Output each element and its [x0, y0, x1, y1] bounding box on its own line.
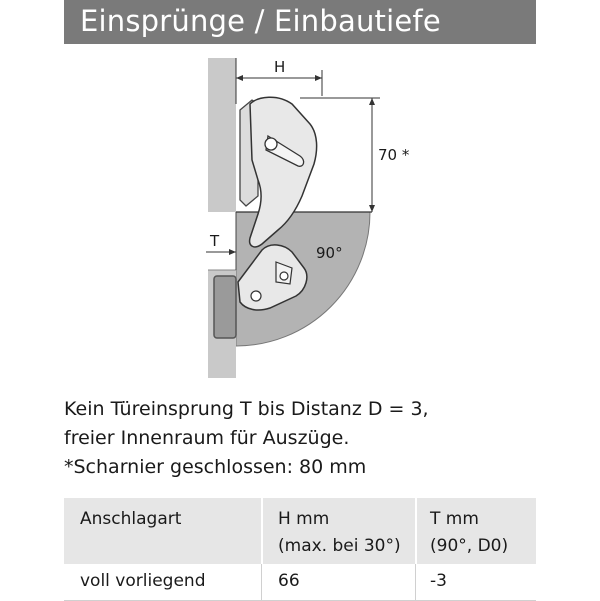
- table-row: [64, 564, 536, 601]
- cabinet-wall-upper: [208, 58, 236, 212]
- column-header-anschlagart: Anschlagart: [80, 509, 182, 529]
- page-title: Einsprünge / Einbautiefe: [80, 4, 441, 38]
- spec-table: [64, 498, 536, 601]
- hinge-diagram: [0, 50, 600, 390]
- dimension-h-label: H: [274, 58, 286, 76]
- header-bar: [64, 0, 536, 44]
- description-note: [64, 395, 544, 482]
- angle-label: 90°: [316, 244, 343, 262]
- note-line: Kein Türeinsprung T bis Distanz D = 3,: [64, 398, 429, 420]
- table-cell: 66: [278, 571, 300, 591]
- note-line: *Scharnier geschlossen: 80 mm: [64, 456, 367, 478]
- column-header-h-mm: H mm (max. bei 30°): [278, 509, 401, 556]
- dimension-70-label: 70 *: [378, 146, 410, 164]
- door-panel: [214, 276, 236, 338]
- column-header-t-mm: T mm (90°, D0): [430, 509, 509, 556]
- dimension-t-label: T: [210, 232, 220, 250]
- table-header-row: [64, 498, 536, 564]
- note-line: freier Innenraum für Auszüge.: [64, 427, 350, 449]
- table-cell: -3: [430, 571, 447, 591]
- table-cell: voll vorliegend: [80, 571, 206, 591]
